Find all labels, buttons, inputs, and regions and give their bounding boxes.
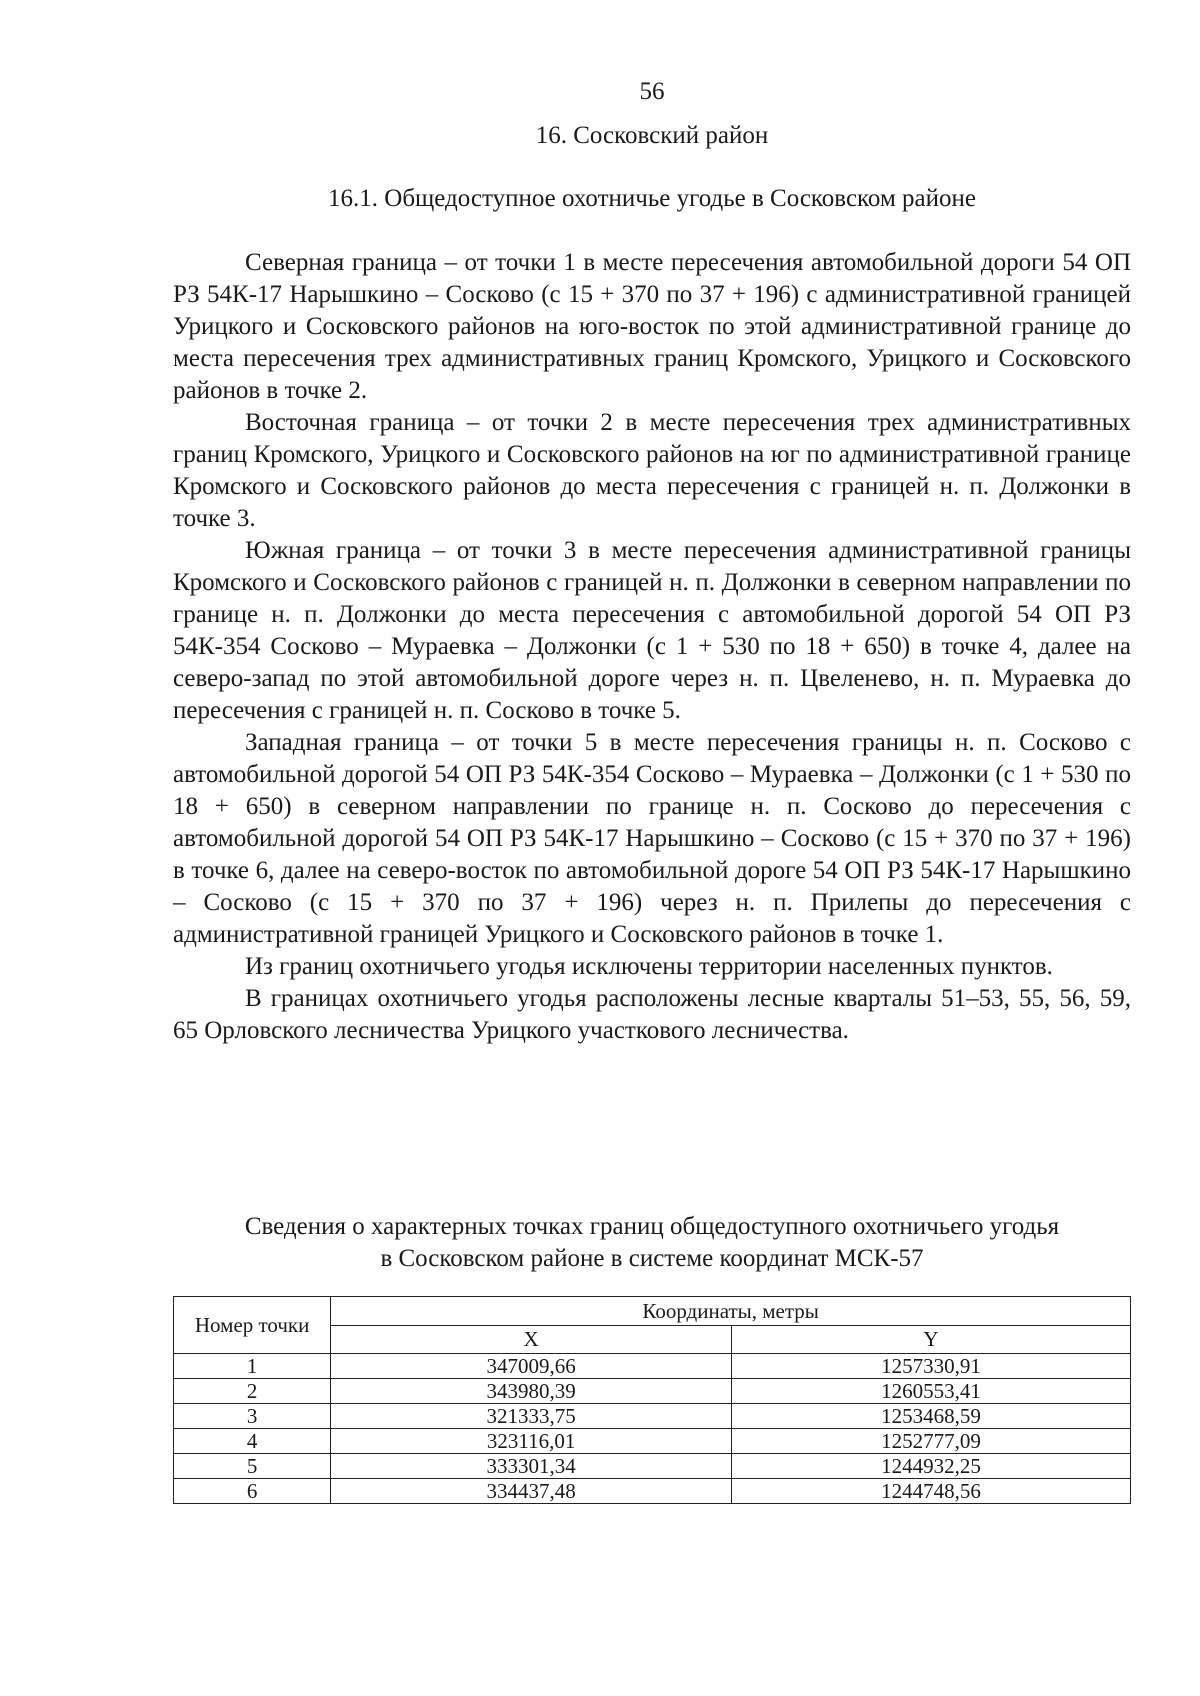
- table-row: [174, 1454, 1131, 1479]
- cell-x: 321333,75: [331, 1404, 732, 1429]
- table-row: [174, 1479, 1131, 1504]
- cell-y: 1253468,59: [731, 1404, 1130, 1429]
- cell-y: 1260553,41: [731, 1379, 1130, 1404]
- cell-y: 1252777,09: [731, 1429, 1130, 1454]
- table-caption-line-2: в Сосковском районе в системе координат МСК-57: [380, 1245, 924, 1272]
- paragraph-east-boundary: Восточная граница – от точки 2 в месте пересечения трех административных границ Кромского, Урицкого и Сосковского районов на юг по административной границе Кромского и Сосковского районов до места пересечения с границей н. п. Должонки в точке 3.: [173, 409, 1131, 532]
- paragraph-south-boundary: Южная граница – от точки 3 в месте пересечения административной границы Кромского и Сосковского районов с границей н. п. Должонки в северном направлении по границе н. п. Должонки до места пересечения с автомобильной дорогой 54 ОП РЗ 54К-354 Сосково – Мураевка – Должонки (с 1 + 530 по 18 + 650) в точке 4, далее на северо-запад по этой автомобильной дороге через н. п. Цвеленево, н. п. Мураевка до пересечения с границей н. п. Сосково в точке 5.: [173, 537, 1131, 724]
- cell-point-number: 5: [174, 1454, 331, 1479]
- table-row: [174, 1404, 1131, 1429]
- table-row: [174, 1354, 1131, 1379]
- header-point-number: Номер точки: [174, 1297, 331, 1354]
- subsection-title: 16.1. Общедоступное охотничье угодье в Сосковском районе: [328, 185, 976, 212]
- paragraph-exclusions: Из границ охотничьего угодья исключены территории населенных пунктов.: [245, 953, 1053, 980]
- paragraph-north-boundary: Северная граница – от точки 1 в месте пересечения автомобильной дороги 54 ОП РЗ 54К-17 Нарышкино – Сосково (с 15 + 370 по 37 + 196) с административной границей Урицкого и Сосковского районов на юго-восток по этой административной границе до места пересечения трех административных границ Кромского, Урицкого и Сосковского районов в точке 2.: [173, 249, 1131, 404]
- body-text: [173, 247, 1131, 1047]
- cell-y: 1244748,56: [731, 1479, 1130, 1504]
- paragraph-west-boundary: Западная граница – от точки 5 в месте пересечения границы н. п. Сосково с автомобильной дорогой 54 ОП РЗ 54К-354 Сосково – Мураевка – Должонки (с 1 + 530 по 18 + 650) в северном направлении по границе н. п. Сосково до пересечения с автомобильной дорогой 54 ОП РЗ 54К-17 Нарышкино – Сосково (с 15 + 370 по 37 + 196) в точке 6, далее на северо-восток по автомобильной дороге 54 ОП РЗ 54К-17 Нарышкино – Сосково (с 15 + 370 по 37 + 196) через н. п. Прилепы до пересечения с административной границей Урицкого и Сосковского районов в точке 1.: [173, 729, 1131, 948]
- cell-y: 1244932,25: [731, 1454, 1130, 1479]
- cell-x: 347009,66: [331, 1354, 732, 1379]
- cell-point-number: 2: [174, 1379, 331, 1404]
- cell-x: 333301,34: [331, 1454, 732, 1479]
- coordinates-table: [173, 1296, 1131, 1504]
- cell-y: 1257330,91: [731, 1354, 1130, 1379]
- cell-point-number: 4: [174, 1429, 331, 1454]
- table-row: [174, 1429, 1131, 1454]
- header-y: Y: [731, 1325, 1130, 1354]
- paragraph-forest-quarters: В границах охотничьего угодья расположены лесные кварталы 51–53, 55, 56, 59, 65 Орловского лесничества Урицкого участкового лесничества.: [173, 985, 1131, 1044]
- section-title: 16. Сосковский район: [535, 122, 769, 149]
- table-caption: [173, 1211, 1131, 1275]
- header-coordinates: Координаты, метры: [331, 1297, 1131, 1326]
- cell-point-number: 3: [174, 1404, 331, 1429]
- cell-point-number: 1: [174, 1354, 331, 1379]
- cell-x: 343980,39: [331, 1379, 732, 1404]
- page-number: 56: [639, 78, 665, 105]
- table-row: [174, 1379, 1131, 1404]
- cell-point-number: 6: [174, 1479, 331, 1504]
- cell-x: 334437,48: [331, 1479, 732, 1504]
- table-caption-line-1: Сведения о характерных точках границ общедоступного охотничьего угодья: [244, 1213, 1060, 1240]
- cell-x: 323116,01: [331, 1429, 732, 1454]
- header-x: X: [331, 1325, 732, 1354]
